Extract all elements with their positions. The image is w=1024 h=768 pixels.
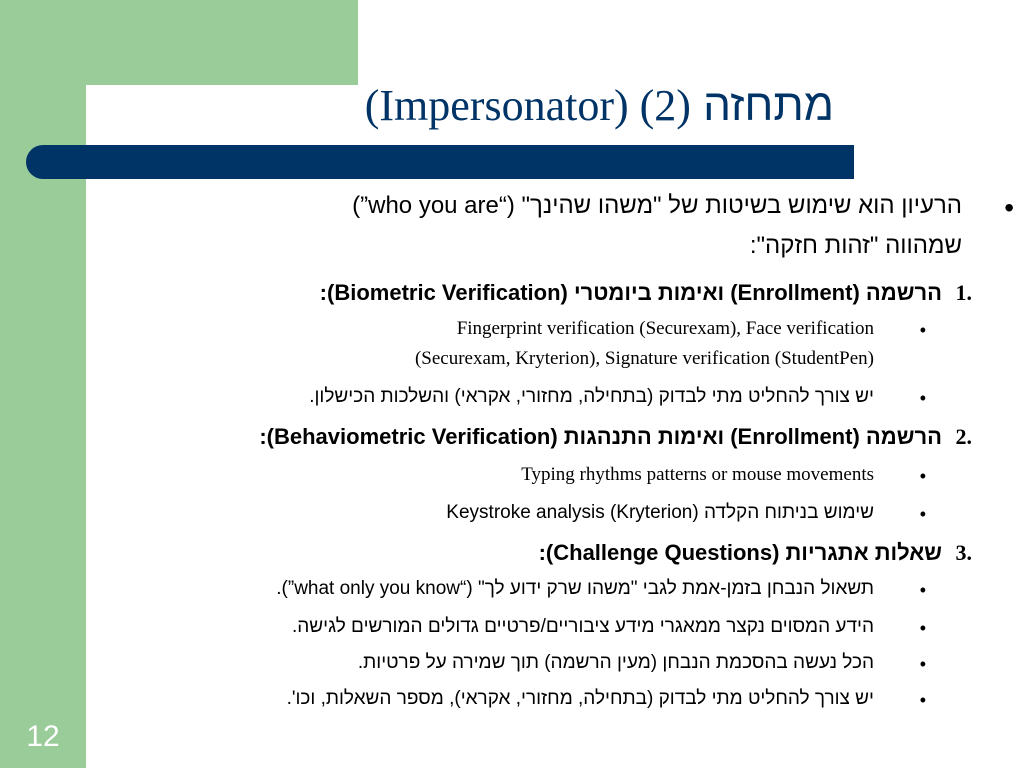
bullet-dot-icon: • bbox=[919, 618, 926, 638]
list-item-text: Fingerprint verification (Securexam), Face verification bbox=[456, 318, 874, 339]
bullet-dot-icon: • bbox=[1004, 192, 1014, 223]
bullet-dot-icon: • bbox=[919, 690, 926, 710]
section-heading: שאלות אתגריות (Challenge Questions): bbox=[538, 540, 942, 565]
list-item: שימוש בניתוח הקלדה Keystroke analysis (Kryterion) bbox=[446, 502, 874, 523]
bullet-dot-icon: • bbox=[919, 654, 926, 674]
list-item: יש צורך להחליט מתי לבדוק (בתחילה, מחזורי, אקראי) והשלכות הכישלון. bbox=[309, 386, 874, 407]
list-item: תשאול הנבחן בזמן-אמת לגבי "משהו שרק ידוע לך" (“what only you know”). bbox=[276, 578, 874, 599]
section-number: 3. bbox=[955, 540, 972, 565]
page-number: 12 bbox=[26, 720, 60, 753]
bullet-dot-icon: • bbox=[919, 388, 926, 408]
section-number: 2. bbox=[955, 424, 972, 449]
top-green-band bbox=[86, 0, 358, 85]
title-latin: (Impersonator) (2) bbox=[364, 81, 691, 130]
list-item bbox=[457, 318, 874, 340]
bullet-dot-icon: • bbox=[919, 320, 926, 340]
title-underline-bar bbox=[26, 145, 854, 179]
list-item: יש צורך להחליט מתי לבדוק (בתחילה, מחזורי, אקראי), מספר השאלות, וכו'. bbox=[286, 688, 874, 709]
bullet-dot-icon: • bbox=[919, 504, 926, 524]
slide-title bbox=[200, 80, 834, 140]
list-item: הידע המסוים נקצר ממאגרי מידע ציבוריים/פרטיים גדולים המורשים לגישה. bbox=[291, 616, 874, 637]
list-item bbox=[415, 348, 874, 370]
left-green-band bbox=[0, 0, 86, 768]
section-heading: הרשמה (Enrollment) ואימות ביומטרי (Biometric Verification): bbox=[319, 280, 942, 305]
bullet-dot-icon: • bbox=[919, 466, 926, 486]
bullet-dot-icon: • bbox=[919, 580, 926, 600]
list-item-text: Typing rhythms patterns or mouse movements bbox=[521, 464, 874, 485]
intro-line-2: שמהווה "זהות חזקה": bbox=[749, 232, 962, 259]
section-heading: הרשמה (Enrollment) ואימות התנהגות (Behaviometric Verification): bbox=[259, 424, 942, 449]
intro-line-1: הרעיון הוא שימוש בשיטות של "משהו שהינך" (“who you are”) bbox=[352, 192, 962, 219]
section-number: 1. bbox=[955, 280, 972, 305]
list-item-text: (Securexam, Kryterion), Signature verification (StudentPen) bbox=[414, 348, 874, 369]
title-hebrew: מתחזה bbox=[703, 81, 834, 130]
list-item: הכל נעשה בהסכמת הנבחן (מעין הרשמה) תוך שמירה על פרטיות. bbox=[357, 652, 874, 673]
list-item bbox=[521, 464, 874, 486]
